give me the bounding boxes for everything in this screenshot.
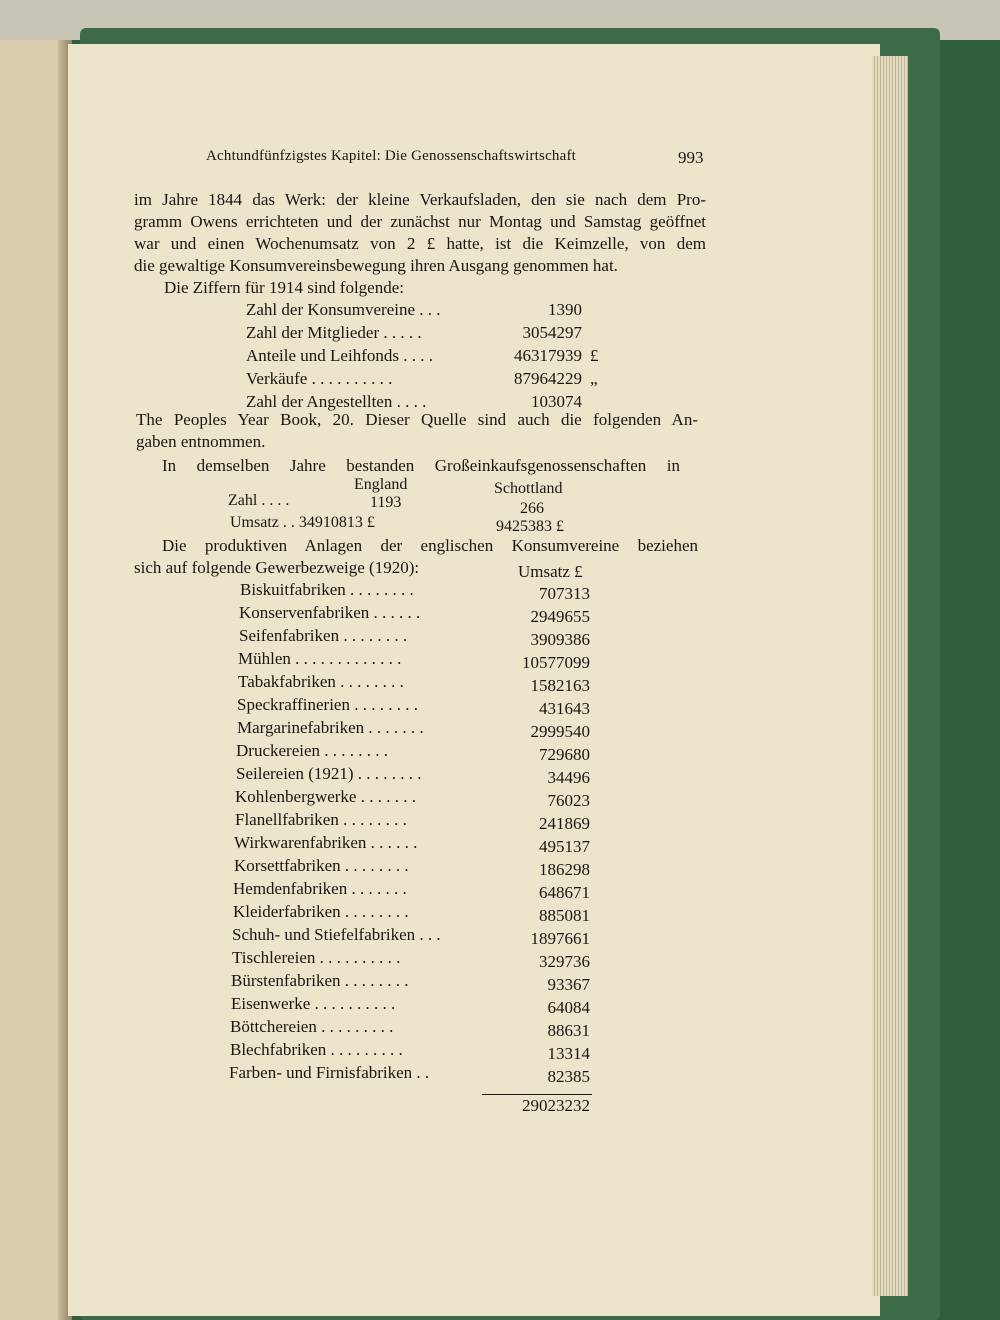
production-label: Korsettfabriken . . . . . . . .	[234, 856, 409, 875]
production-label: Biskuitfabriken . . . . . . . .	[240, 580, 414, 599]
page-stack-edge	[872, 56, 908, 1296]
production-col-header: Umsatz £	[518, 562, 583, 581]
production-label: Bürstenfabriken . . . . . . . .	[231, 971, 409, 990]
header-title: Achtundfünfzigstes Kapitel: Die Genossenschaftswirtschaft	[206, 148, 577, 164]
production-label: Seifenfabriken . . . . . . . .	[239, 626, 408, 645]
production-value: 186298	[539, 860, 590, 879]
intro-line: im Jahre 1844 das Werk: der kleine Verkaufsladen, den sie nach dem Pro-	[134, 190, 706, 209]
production-value: 329736	[539, 952, 590, 971]
source-note-line: The Peoples Year Book, 20. Dieser Quelle sind auch die folgenden An-	[136, 410, 698, 429]
production-value: 10577099	[522, 653, 590, 672]
production-label: Flanellfabriken . . . . . . . .	[235, 810, 407, 829]
production-label: Konservenfabriken . . . . . .	[239, 603, 421, 622]
wholesale-england-value: 1193	[370, 494, 402, 511]
production-value: 13314	[547, 1044, 590, 1063]
figure-label: Zahl der Angestellten . . . .	[246, 392, 427, 411]
figure-value: 1390	[548, 300, 582, 319]
production-value: 2999540	[530, 722, 590, 741]
figure-value: 87964229	[514, 369, 582, 388]
production-intro-line: sich auf folgende Gewerbezweige (1920):	[134, 558, 420, 577]
figure-value: 46317939	[514, 346, 582, 365]
sum-rule	[482, 1094, 592, 1095]
production-value: 88631	[547, 1021, 590, 1040]
figures-intro: Die Ziffern für 1914 sind folgende:	[164, 278, 404, 297]
production-value: 76023	[547, 791, 590, 810]
production-label: Kohlenbergwerke . . . . . . .	[235, 787, 416, 806]
production-value: 241869	[539, 814, 590, 833]
production-label: Tischlereien . . . . . . . . . .	[232, 948, 401, 967]
page-number: 993	[678, 148, 704, 167]
production-intro-line: Die produktiven Anlagen der englischen Konsumvereine beziehen	[162, 536, 698, 555]
wholesale-scotland-value: 266	[520, 500, 544, 517]
production-value: 729680	[539, 745, 590, 764]
production-value: 34496	[547, 768, 590, 787]
production-value: 1582163	[530, 676, 590, 695]
figure-label: Verkäufe . . . . . . . . . .	[246, 369, 393, 388]
production-value: 3909386	[530, 630, 590, 649]
intro-line: die gewaltige Konsumvereinsbewegung ihren Ausgang genommen hat.	[134, 256, 618, 275]
wholesale-scotland-value: 9425383 £	[496, 518, 564, 535]
wholesale-intro: In demselben Jahre bestanden Großeinkaufsgenossenschaften in	[162, 456, 680, 475]
production-label: Eisenwerke . . . . . . . . . .	[231, 994, 396, 1013]
production-label: Margarinefabriken . . . . . . .	[237, 718, 424, 737]
production-label: Schuh- und Stiefelfabriken . . .	[232, 925, 441, 944]
figure-label: Zahl der Mitglieder . . . . .	[246, 323, 422, 342]
production-value: 64084	[547, 998, 590, 1017]
source-note-line: gaben entnommen.	[136, 432, 266, 451]
production-label: Kleiderfabriken . . . . . . . .	[233, 902, 409, 921]
production-value: 93367	[547, 975, 590, 994]
production-value: 885081	[539, 906, 590, 925]
production-value: 431643	[539, 699, 590, 718]
production-label: Böttchereien . . . . . . . . .	[230, 1017, 394, 1036]
intro-line: war und einen Wochenumsatz von 2 £ hatte, ist die Keimzelle, von dem	[134, 234, 706, 253]
total-value: 29023232	[522, 1096, 590, 1115]
figure-value: 103074	[531, 392, 582, 411]
production-value: 495137	[539, 837, 590, 856]
production-label: Seilereien (1921) . . . . . . . .	[236, 764, 422, 783]
production-label: Speckraffinerien . . . . . . . .	[237, 695, 418, 714]
production-label: Tabakfabriken . . . . . . . .	[238, 672, 404, 691]
production-label: Druckereien . . . . . . . .	[236, 741, 389, 760]
figure-label: Anteile und Leihfonds . . . .	[246, 346, 433, 365]
production-value: 1897661	[530, 929, 590, 948]
col-header-scotland: Schottland	[494, 480, 563, 497]
production-label: Blechfabriken . . . . . . . . .	[230, 1040, 403, 1059]
intro-line: gramm Owens errichteten und der zunächst nur Montag und Samstag geöffnet	[134, 212, 706, 231]
production-label: Wirkwarenfabriken . . . . . .	[234, 833, 418, 852]
figure-unit: „	[590, 369, 598, 388]
production-value: 648671	[539, 883, 590, 902]
production-value: 2949655	[530, 607, 590, 626]
wholesale-row-label: Umsatz . . 34910813 £	[230, 514, 375, 531]
production-label: Mühlen . . . . . . . . . . . . .	[238, 649, 402, 668]
production-value: 707313	[539, 584, 590, 603]
figure-label: Zahl der Konsumvereine . . .	[246, 300, 441, 319]
production-label: Farben- und Firnisfabriken . .	[229, 1063, 430, 1082]
figure-value: 3054297	[522, 323, 582, 342]
wholesale-row-label: Zahl . . . .	[228, 492, 290, 509]
col-header-england: England	[354, 476, 408, 493]
production-label: Hemdenfabriken . . . . . . .	[233, 879, 407, 898]
production-value: 82385	[547, 1067, 590, 1086]
figure-unit: £	[590, 346, 599, 365]
